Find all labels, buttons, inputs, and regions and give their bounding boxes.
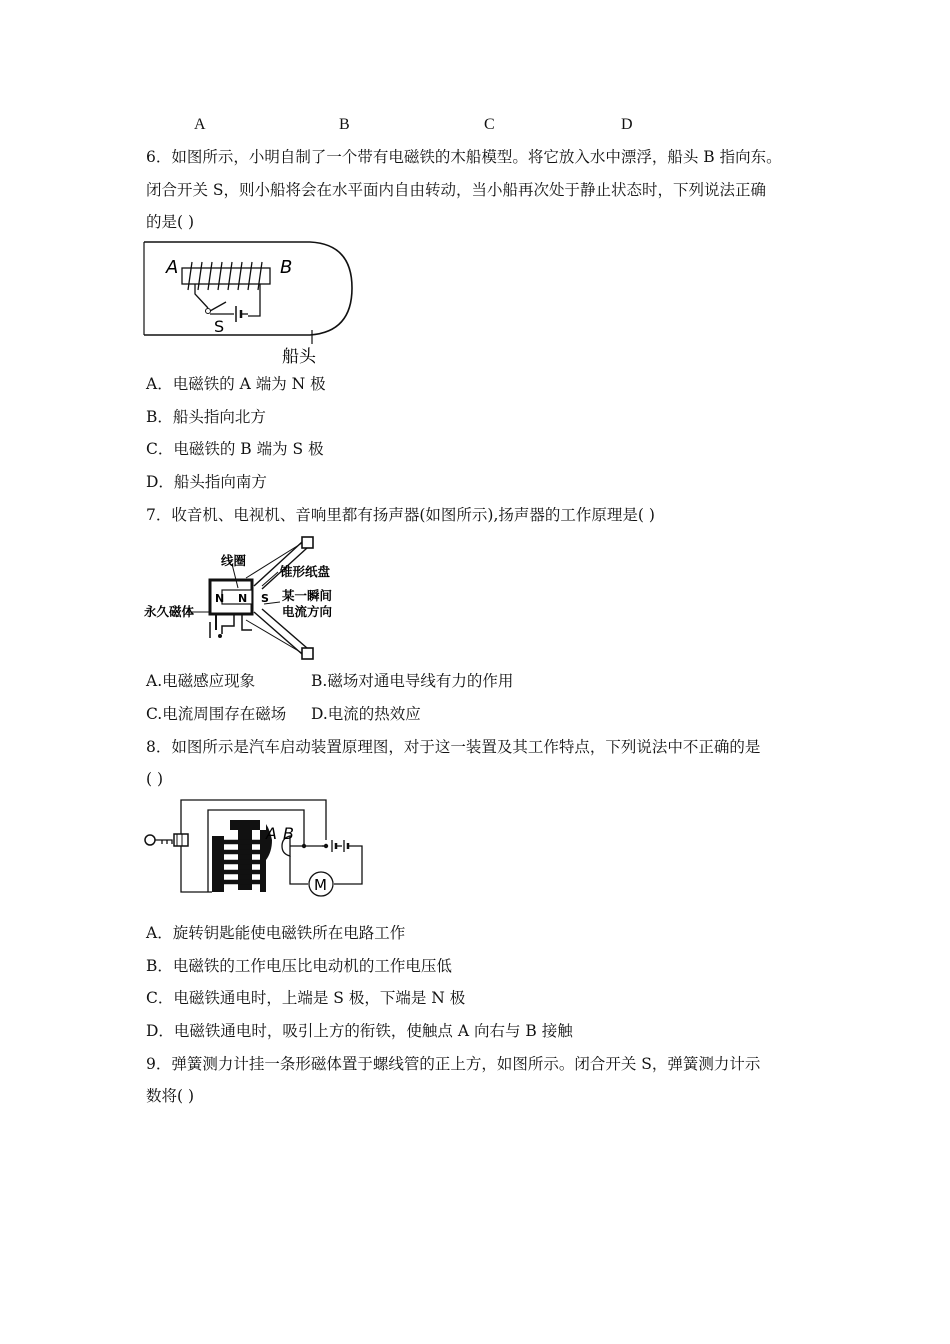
q8-label-a: A <box>266 824 277 843</box>
q6-option-c: C．电磁铁的 B 端为 S 极 <box>146 440 324 458</box>
q6-option-b: B．船头指向北方 <box>146 408 266 426</box>
q6-option-d: D．船头指向南方 <box>146 473 267 491</box>
q8-stem-line2: ( ) <box>146 770 164 788</box>
q6-option-a: A．电磁铁的 A 端为 N 极 <box>146 375 326 393</box>
q7-option-c: C.电流周围存在磁场 <box>146 705 287 723</box>
option-label-a: A <box>194 116 206 133</box>
q8-label-b: B <box>283 824 294 843</box>
option-label-b: B <box>339 116 350 133</box>
q6-label-a: A <box>166 257 179 278</box>
q6-label-b: B <box>280 257 293 278</box>
q7-label-magnet: 永久磁体 <box>144 604 195 619</box>
q8-option-d: D．电磁铁通电时，吸引上方的衔铁，使触点 A 向右与 B 接触 <box>146 1022 573 1040</box>
q7-option-a: A.电磁感应现象 <box>146 672 256 690</box>
q7-label-current: 电流方向 <box>282 604 333 619</box>
q6-stem-line2: 闭合开关 S，则小船将会在水平面内自由转动，当小船再次处于静止状态时，下列说法正确 <box>146 181 767 199</box>
q7-label-coil: 线圈 <box>221 553 247 568</box>
q7-label-n1: N <box>215 592 225 605</box>
q6-stem-line3: 的是( ) <box>146 213 195 231</box>
q9-stem-line2: 数将( ) <box>146 1087 195 1105</box>
q7-label-n2: N <box>238 592 248 605</box>
q7-stem-line1: 7．收音机、电视机、音响里都有扬声器(如图所示),扬声器的工作原理是( ) <box>146 506 655 524</box>
q8-option-c: C．电磁铁通电时，上端是 S 极，下端是 N 极 <box>146 989 466 1007</box>
q7-option-d: D.电流的热效应 <box>311 705 421 723</box>
q8-stem-line1: 8．如图所示是汽车启动装置原理图，对于这一装置及其工作特点，下列说法中不正确的是 <box>146 738 761 756</box>
q6-label-s: S <box>214 317 225 336</box>
q6-stem-line1: 6．如图所示，小明自制了一个带有电磁铁的木船模型。将它放入水中漂浮，船头 B 指向东。 <box>146 148 782 166</box>
q7-label-cone: 锥形纸盘 <box>280 564 331 579</box>
q7-label-instant: 某一瞬间 <box>282 588 333 603</box>
q7-label-s: S <box>261 592 269 605</box>
q8-option-b: B．电磁铁的工作电压比电动机的工作电压低 <box>146 957 452 975</box>
q7-speaker-figure <box>142 534 382 664</box>
option-label-d: D <box>621 116 633 133</box>
q8-starter-figure <box>142 796 368 910</box>
q6-boat-figure <box>140 238 360 368</box>
q8-label-motor: M <box>314 876 327 894</box>
q6-label-bow: 船头 <box>282 347 316 367</box>
option-label-c: C <box>484 116 495 133</box>
q7-option-b: B.磁场对通电导线有力的作用 <box>311 672 514 690</box>
q9-stem-line1: 9．弹簧测力计挂一条形磁体置于螺线管的正上方，如图所示。闭合开关 S，弹簧测力计示 <box>146 1055 761 1073</box>
q8-option-a: A．旋转钥匙能使电磁铁所在电路工作 <box>146 924 406 942</box>
